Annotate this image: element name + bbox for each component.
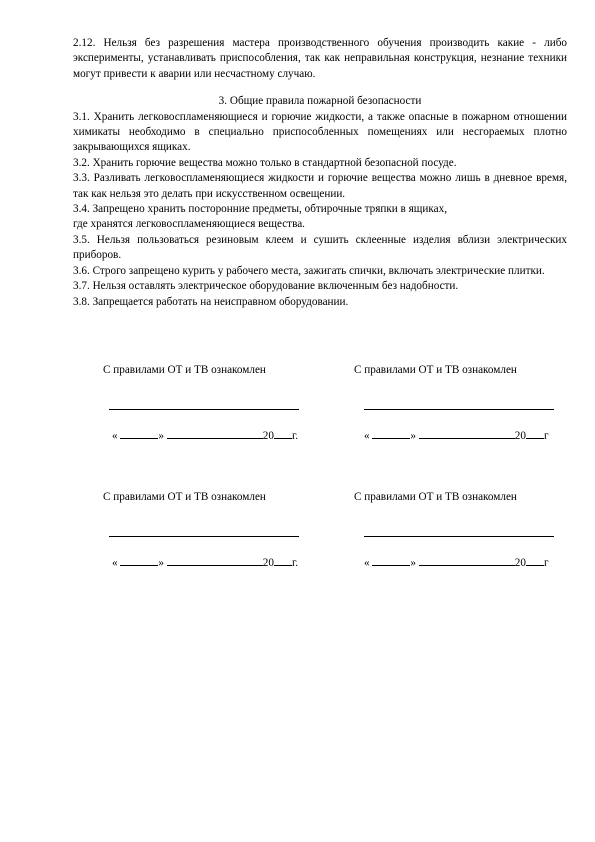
signature-line[interactable] <box>364 409 554 410</box>
signature-label: С правилами ОТ и ТВ ознакомлен <box>103 491 266 503</box>
signature-line[interactable] <box>109 409 299 410</box>
month-blank[interactable] <box>419 556 515 566</box>
signature-label: С правилами ОТ и ТВ ознакомлен <box>354 491 517 503</box>
year-blank[interactable] <box>526 429 544 439</box>
date-field: « » 20 г. <box>112 430 299 442</box>
day-blank[interactable] <box>372 429 410 439</box>
date-field: « » 20 г. <box>112 557 299 569</box>
signature-label: С правилами ОТ и ТВ ознакомлен <box>354 364 517 376</box>
year-blank[interactable] <box>274 556 292 566</box>
rule-3-4-continued: где хранятся легковоспламеняющиеся вещества. <box>73 218 305 231</box>
intro-paragraph: 2.12. Нельзя без разрешения мастера производственного обучения производить какие - либо эксперименты, устанавливать приспособления, так как неправильная конструкция, незнание техники могут привести к аварии или несчастному случаю. <box>73 37 567 80</box>
day-blank[interactable] <box>120 556 158 566</box>
signature-line[interactable] <box>364 536 554 537</box>
date-field: « » 20 г <box>364 557 549 569</box>
rule-3-6: 3.6. Строго запрещено курить у рабочего места, зажигать спички, включать электрические плитки. <box>73 264 545 277</box>
month-blank[interactable] <box>167 556 263 566</box>
document-body <box>73 36 567 310</box>
month-blank[interactable] <box>167 429 263 439</box>
year-blank[interactable] <box>526 556 544 566</box>
rule-3-2: 3.2. Хранить горючие вещества можно только в стандартной безопасной посуде. <box>73 156 457 169</box>
rule-3-3: 3.3. Разливать легковоспламеняющиеся жидкости и горючие вещества можно лишь в дневное время, так как нельзя это делать при искусственном освещении. <box>73 172 567 200</box>
year-blank[interactable] <box>274 429 292 439</box>
signature-label: С правилами ОТ и ТВ ознакомлен <box>103 364 266 376</box>
rule-3-8: 3.8. Запрещается работать на неисправном оборудовании. <box>73 295 349 308</box>
signature-line[interactable] <box>109 536 299 537</box>
date-field: « » 20 г <box>364 430 549 442</box>
day-blank[interactable] <box>372 556 410 566</box>
day-blank[interactable] <box>120 429 158 439</box>
section-heading: 3. Общие правила пожарной безопасности <box>218 95 422 108</box>
rule-3-7: 3.7. Нельзя оставлять электрическое оборудование включенным без надобности. <box>73 280 459 293</box>
rule-3-5: 3.5. Нельзя пользоваться резиновым клеем и сушить склеенные изделия вблизи электрических приборов. <box>73 233 567 262</box>
rule-3-4: 3.4. Запрещено хранить посторонние предметы, обтирочные тряпки в ящиках, <box>73 203 447 216</box>
month-blank[interactable] <box>419 429 515 439</box>
rule-3-1: 3.1. Хранить легковоспламеняющиеся и горючие жидкости, а также опасные в пожарном отношении химикаты необходимо в специально приспособленных помещениях или несгораемых плотно закрывающихся ящиках. <box>73 110 567 154</box>
